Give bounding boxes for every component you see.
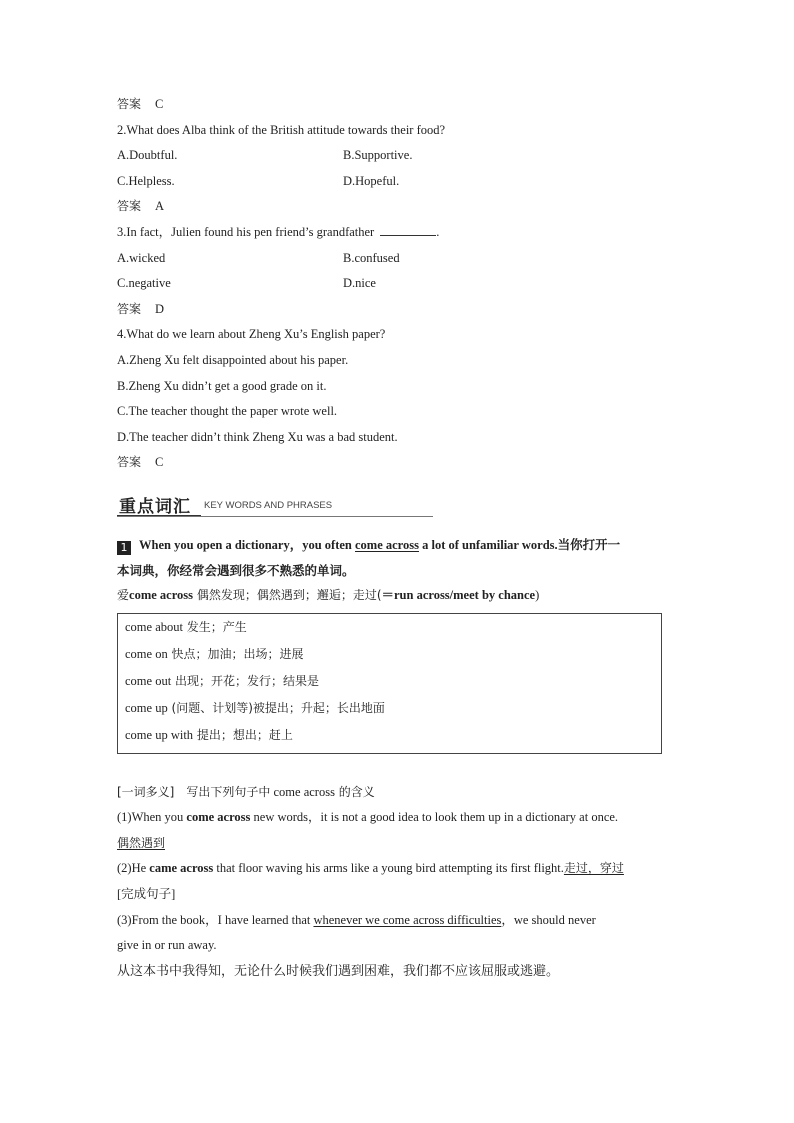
q2-option-d: D.Hopeful. (343, 173, 400, 188)
q4-answer: C (155, 455, 164, 470)
complete-label: [完成句子] (117, 887, 176, 902)
section-header (117, 488, 679, 522)
q4-question: 4.What do we learn about Zheng Xu’s English paper? (117, 327, 386, 342)
answer-label: 答案 (117, 301, 142, 316)
q3-period: . (436, 224, 440, 239)
q4-option-d: D.The teacher didn’t think Zheng Xu was a bad student. (117, 429, 398, 444)
item1-meaning: 偶然发现；偶然遇到；邂逅；走过( (193, 588, 382, 603)
s2-pre: (2)He (117, 861, 150, 876)
q3-option-a: A.wicked (117, 250, 166, 265)
q2-options-row-2 (117, 169, 679, 195)
phrase-box-item (125, 668, 661, 695)
item1-sentence-phrase: come across (355, 537, 419, 552)
q1-answer: C (155, 97, 164, 111)
q2-answer-line (117, 194, 679, 220)
exercise-header (117, 780, 679, 806)
q3-option-b: B.confused (343, 250, 400, 265)
phrase-en: come about (125, 619, 183, 634)
phrase-box-item (125, 614, 661, 641)
q4-option-a: A.Zheng Xu felt disappointed about his paper. (117, 352, 349, 367)
document-page (117, 92, 679, 984)
phrase-box-item (125, 641, 661, 668)
item1-sentence-pre: When you open a dictionary，you often (139, 537, 355, 552)
s2-phrase: came across (149, 861, 214, 876)
phrase-box-item (125, 695, 661, 722)
phrase-cn: (问题、计划等)被提出；升起；长出地面 (167, 700, 385, 715)
exercise-s1 (117, 805, 679, 831)
s3-post: ，we should never (501, 912, 596, 927)
q3-blank (380, 223, 436, 236)
phrase-box (117, 613, 662, 754)
q4-option-b: B.Zheng Xu didn’t get a good grade on it. (117, 378, 327, 393)
q3-options-row-2 (117, 271, 679, 297)
exercise-s3 (117, 908, 679, 934)
item1-close: ) (535, 588, 540, 603)
s3-pre: (3)From the book，I have learned that (117, 912, 314, 927)
q2-option-b: B.Supportive. (343, 148, 413, 163)
phrase-en: come up (125, 700, 168, 715)
s2-answer: 走过，穿过 (563, 861, 624, 876)
item1-definition (117, 583, 679, 609)
item1-translation-line (117, 558, 679, 584)
section-title-cn: 重点词汇 (119, 496, 191, 517)
item1-phrase: come across (129, 588, 193, 603)
s1-post: new words，it is not a good idea to look them up in a dictionary at once. (250, 810, 619, 825)
q3-question: 3.In fact，Julien found his pen friend’s grandfather (117, 224, 375, 239)
q2-answer: A (155, 199, 165, 214)
q2-options-row-1 (117, 143, 679, 169)
q3-options-row-1 (117, 246, 679, 272)
answer-label: 答案 (117, 455, 142, 470)
s2-post: that floor waving his arms like a young bird attempting its first flight. (213, 861, 564, 876)
phrase-en: come on (125, 646, 168, 661)
item1-sentence (117, 532, 677, 558)
phrase-en: come up with (125, 727, 194, 742)
q2-option-c: C.Helpless. (117, 173, 175, 188)
phrase-cn: 提出；想出；赶上 (193, 727, 293, 742)
q3-question-line (117, 220, 679, 246)
item1-translation-part2: 本词典，你经常会遇到很多不熟悉的单词。 (117, 562, 355, 578)
phrase-cn: 快点；加油；出场；进展 (167, 646, 304, 661)
q1-answer-line (117, 92, 679, 118)
s3-translation: 从这本书中我得知，无论什么时候我们遇到困难，我们都不应该屈服或逃避。 (117, 963, 560, 979)
q2-option-a: A.Doubtful. (117, 148, 178, 163)
item1-mark: 爱 (117, 588, 130, 603)
s1-pre: (1)When you (117, 810, 187, 825)
s1-phrase: come across (186, 810, 251, 825)
item1-equiv: ＝run across/meet by chance (381, 588, 536, 603)
answer-label: 答案 (117, 97, 142, 111)
q3-answer-line (117, 297, 679, 323)
item1-translation-part1: 当你打开一 (557, 536, 621, 552)
q3-option-d: D.nice (343, 276, 376, 291)
q4-answer-line (117, 450, 679, 476)
answer-label: 答案 (117, 199, 142, 214)
q3-answer: D (155, 301, 165, 316)
exercise-header-cn: [一词多义] 写出下列句子中 (117, 784, 271, 799)
section-title-en: KEY WORDS AND PHRASES (204, 499, 333, 511)
exercise-header-en: come across (270, 784, 335, 799)
phrase-cn: 出现；开花；发行；结果是 (171, 673, 319, 688)
phrase-box-item (125, 722, 661, 749)
q4-option-c: C.The teacher thought the paper wrote well. (117, 404, 338, 419)
item-number-badge: 1 (117, 541, 131, 555)
exercise-s1-answer-line (117, 831, 679, 857)
exercise-s3-cont: give in or run away. (117, 938, 217, 953)
q3-option-c: C.negative (117, 276, 171, 291)
phrase-en: come out (125, 673, 172, 688)
item1-sentence-post: a lot of unfamiliar words. (418, 537, 558, 552)
exercise-header-tail: 的含义 (334, 784, 375, 799)
q2-question: 2.What does Alba think of the British attitude towards their food? (117, 122, 446, 137)
section-rule (117, 516, 433, 517)
s1-answer: 偶然遇到 (117, 835, 166, 850)
s3-answer: whenever we come across difficulties (313, 912, 502, 927)
phrase-cn: 发生；产生 (182, 619, 247, 634)
exercise-s2 (117, 856, 679, 882)
